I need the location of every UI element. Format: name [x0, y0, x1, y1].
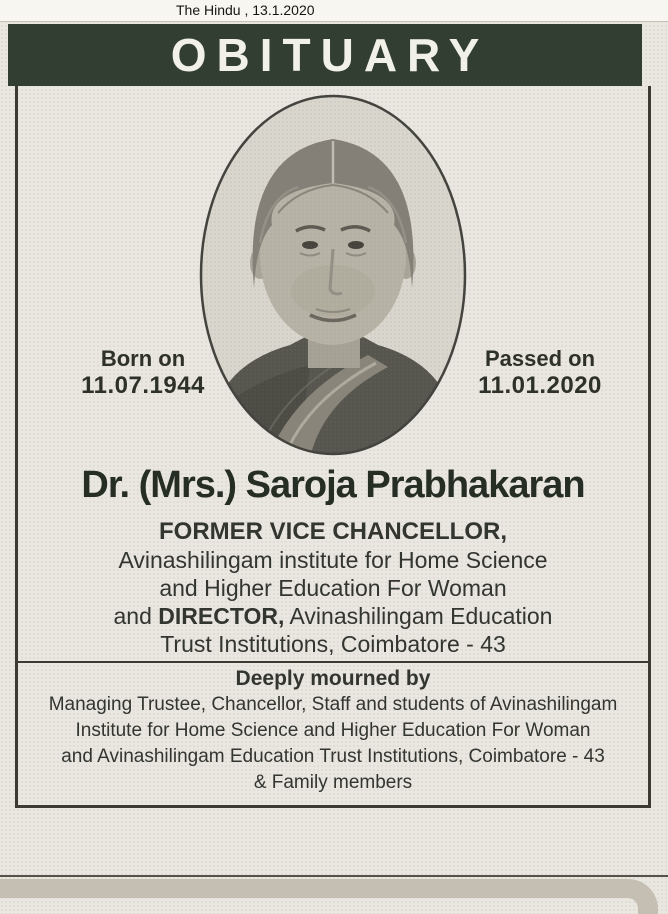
born-label: Born on: [100, 346, 186, 371]
obituary-banner: [8, 24, 642, 86]
affiliation-line-3-pre: and: [113, 603, 159, 629]
deceased-portrait-photo: [198, 93, 468, 458]
passed-label: Passed on: [484, 346, 596, 371]
banner-title: OBITUARY: [170, 29, 490, 81]
obituary-box: [15, 86, 651, 808]
deceased-name: Dr. (Mrs.) Saroja Prabhakaran: [81, 464, 585, 506]
mourning-line-1: Managing Trustee, Chancellor, Staff and students of Avinashilingam: [48, 694, 618, 715]
mourning-line-4: & Family members: [253, 772, 413, 793]
affiliation-line-4: Trust Institutions, Coimbatore - 43: [160, 631, 506, 657]
affiliation-line-3-post: Avinashilingam Education: [284, 603, 553, 629]
mourning-section: [18, 666, 648, 796]
portrait-illustration: [198, 93, 468, 458]
role-line: FORMER VICE CHANCELLOR,: [159, 518, 507, 545]
affiliation-line-2: and Higher Education For Woman: [159, 575, 507, 601]
mourning-line-3: and Avinashilingam Education Trust Institutions, Coimbatore - 43: [61, 746, 605, 767]
passed-block: [455, 346, 625, 399]
section-divider: [18, 661, 648, 663]
adjacent-ad-border: [0, 879, 658, 914]
source-caption: The Hindu , 13.1.2020: [176, 2, 315, 18]
born-block: [58, 346, 228, 399]
director-emphasis: DIRECTOR,: [158, 603, 285, 629]
mourning-line-2: Institute for Home Science and Higher Education For Woman: [75, 720, 591, 741]
page-rule: [0, 875, 668, 877]
born-date: 11.07.1944: [81, 372, 205, 399]
affiliation-line-1: Avinashilingam institute for Home Science: [118, 547, 548, 573]
passed-date: 11.01.2020: [478, 372, 602, 399]
mourning-heading: Deeply mourned by: [235, 667, 431, 690]
deceased-titles: [18, 518, 648, 658]
affiliation-line-3: [18, 602, 648, 630]
masthead: [0, 0, 668, 22]
